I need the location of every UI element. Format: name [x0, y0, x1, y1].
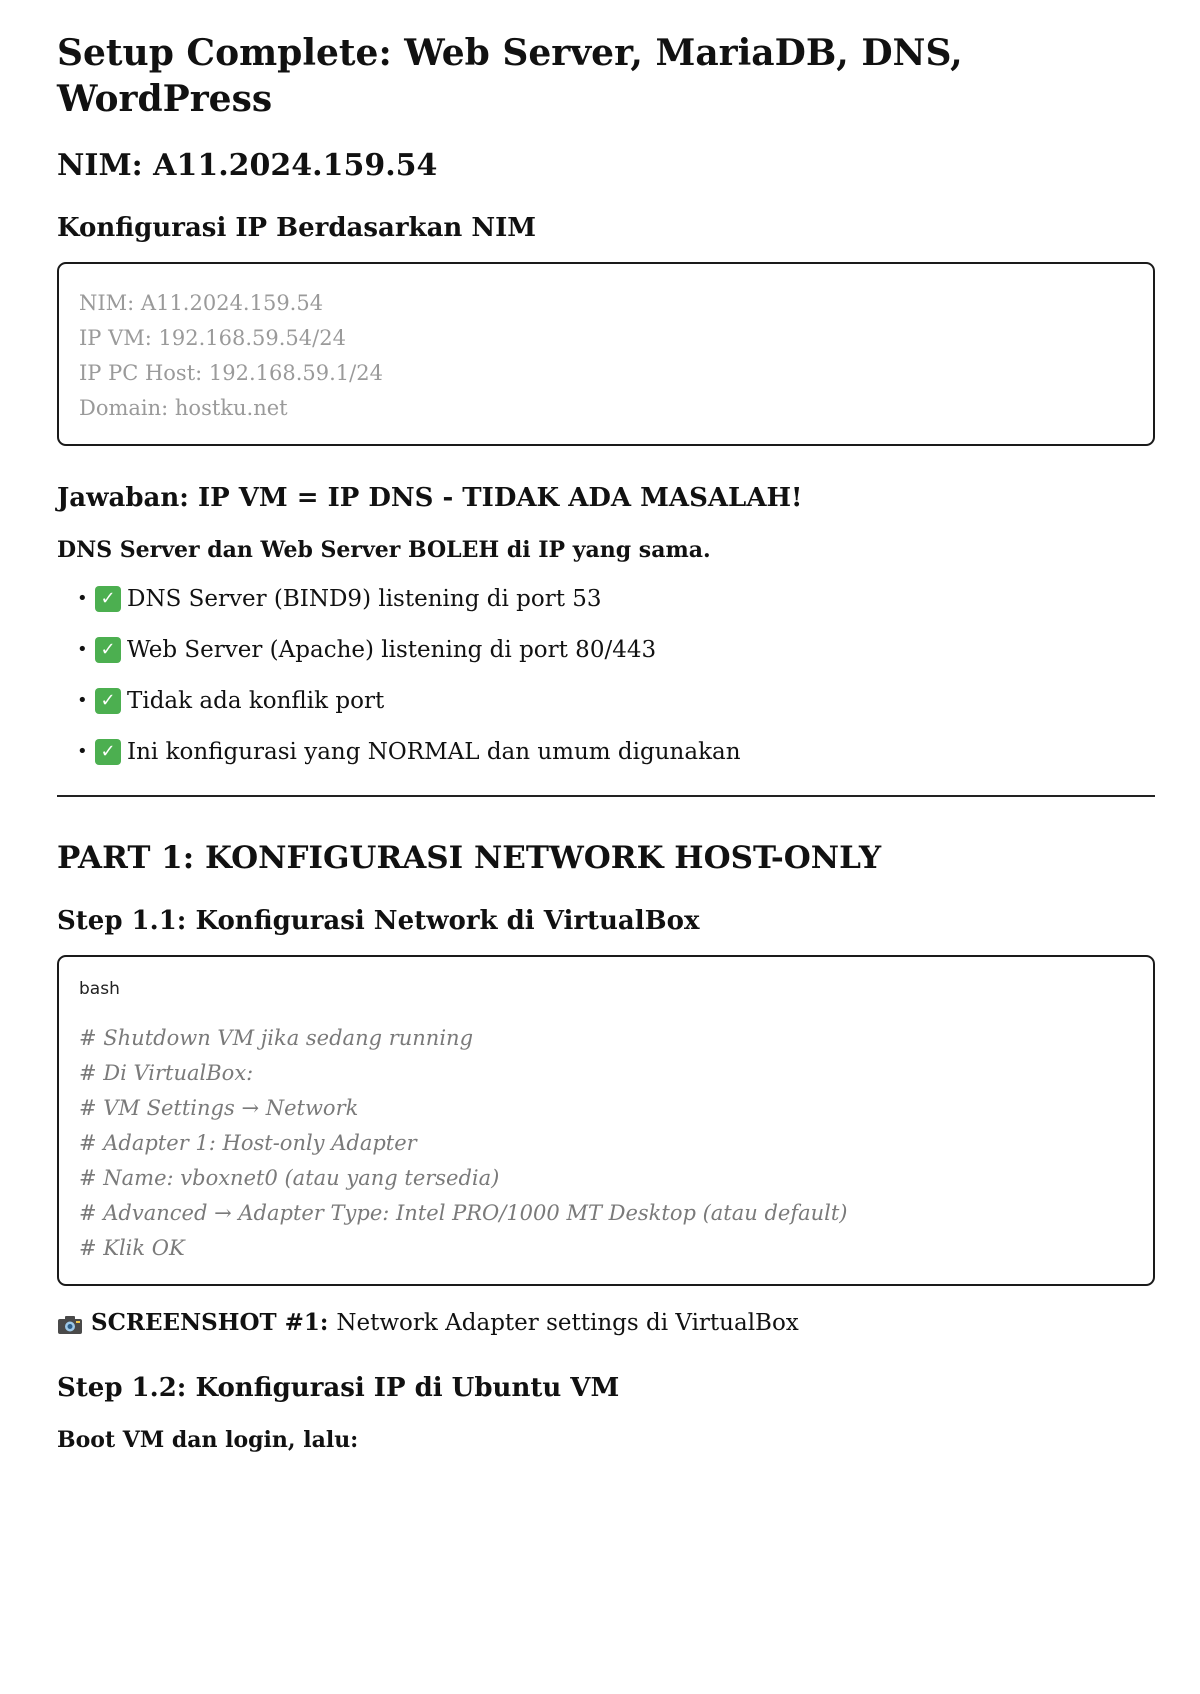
code-line: # Klik OK: [79, 1236, 185, 1260]
list-item-text: DNS Server (BIND9) listening di port 53: [127, 586, 602, 612]
screenshot-text: Network Adapter settings di VirtualBox: [336, 1310, 799, 1336]
list-item-text: Tidak ada konflik port: [127, 688, 385, 714]
nim-heading: NIM: A11.2024.159.54: [57, 148, 438, 183]
list-item: [77, 584, 1143, 614]
list-item-text: Ini konfigurasi yang NORMAL dan umum digunakan: [127, 739, 741, 765]
code-language-label: bash: [79, 979, 120, 999]
screenshot-label: SCREENSHOT #1:: [91, 1309, 329, 1336]
check-mark-icon: ✓: [95, 688, 121, 714]
check-mark-icon: ✓: [95, 586, 121, 612]
page-title: Setup Complete: Web Server, MariaDB, DNS, WordPress: [57, 32, 963, 120]
answer-subheading: DNS Server dan Web Server BOLEH di IP yang sama.: [57, 537, 711, 563]
code-line: # Di VirtualBox:: [79, 1061, 254, 1085]
ip-config-code-block: [57, 262, 1155, 446]
answer-checklist: [77, 584, 1143, 767]
bullet-icon: •: [77, 690, 88, 711]
step-1-2-heading: Step 1.2: Konfigurasi IP di Ubuntu VM: [57, 1373, 620, 1403]
bullet-icon: •: [77, 639, 88, 660]
code-line: # VM Settings → Network: [79, 1096, 359, 1120]
list-item: [77, 635, 1143, 665]
bullet-icon: •: [77, 741, 88, 762]
step-1-1-heading: Step 1.1: Konfigurasi Network di VirtualBox: [57, 906, 700, 936]
screenshot-note: [57, 1308, 1143, 1338]
code-line: # Name: vboxnet0 (atau yang tersedia): [79, 1166, 500, 1190]
ip-config-heading: Konfigurasi IP Berdasarkan NIM: [57, 213, 537, 243]
list-item: [77, 737, 1143, 767]
check-mark-icon: ✓: [95, 739, 121, 765]
code-line: # Adapter 1: Host-only Adapter: [79, 1131, 417, 1155]
step-1-2-intro: Boot VM dan login, lalu:: [57, 1427, 359, 1453]
code-line: IP PC Host: 192.168.59.1/24: [79, 361, 383, 385]
code-line: # Advanced → Adapter Type: Intel PRO/1000 MT Desktop (atau default): [79, 1201, 848, 1225]
section-divider: [57, 795, 1155, 797]
code-line: Domain: hostku.net: [79, 396, 288, 420]
list-item-text: Web Server (Apache) listening di port 80/443: [127, 637, 657, 663]
virtualbox-code-block: [57, 955, 1155, 1286]
code-line: NIM: A11.2024.159.54: [79, 291, 324, 315]
answer-heading: Jawaban: IP VM = IP DNS - TIDAK ADA MASALAH!: [57, 483, 803, 513]
part1-heading: PART 1: KONFIGURASI NETWORK HOST-ONLY: [57, 840, 882, 876]
camera-icon: [57, 1313, 83, 1333]
check-mark-icon: ✓: [95, 637, 121, 663]
code-line: IP VM: 192.168.59.54/24: [79, 326, 346, 350]
code-line: # Shutdown VM jika sedang running: [79, 1026, 474, 1050]
list-item: [77, 686, 1143, 716]
bullet-icon: •: [77, 588, 88, 609]
